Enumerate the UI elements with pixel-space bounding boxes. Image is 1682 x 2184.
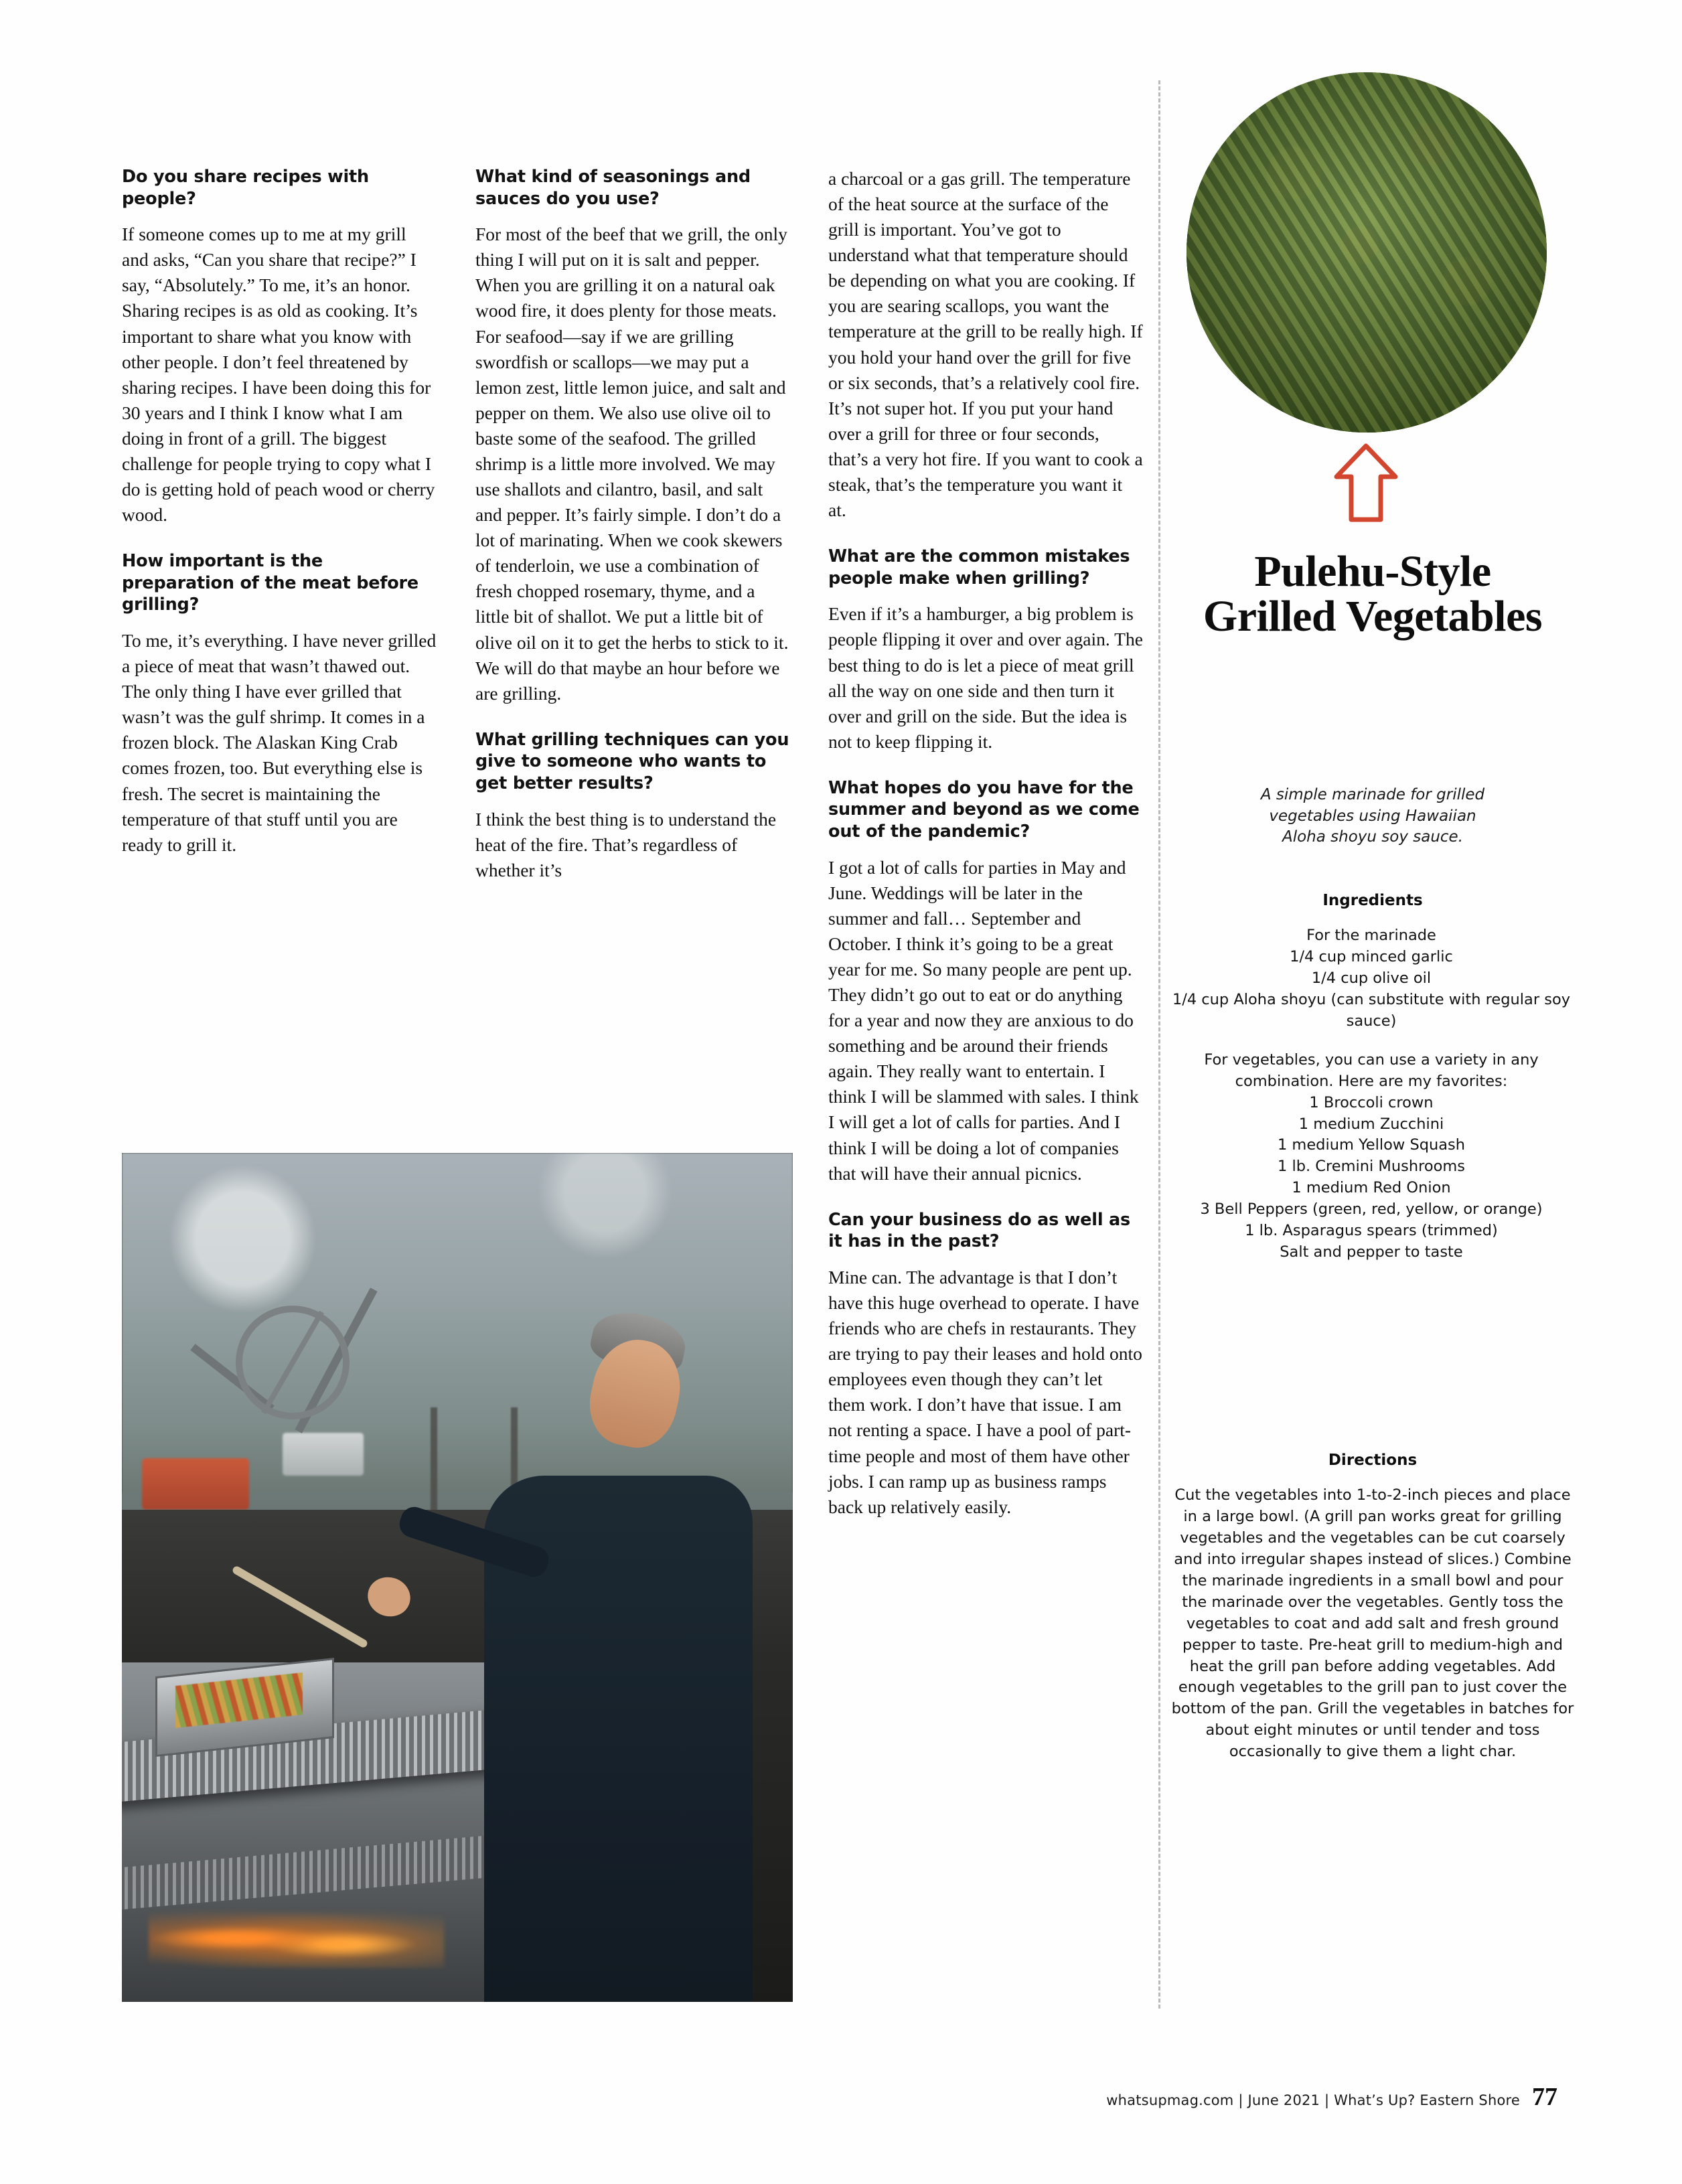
- interview-question: Do you share recipes with people?: [122, 167, 369, 209]
- dashed-divider: [1158, 80, 1160, 2009]
- ingredient-line: 1/4 cup olive oil: [1311, 969, 1432, 987]
- interview-answer: I got a lot of calls for parties in May and June. Weddings will be later in the summer and fall… September and October. I think it’s going to be a great year for me. So many people are pent up. They didn’t go out to eat or do anything for a year and now they are anxious to do something and be around their friends again. They really want to entertain. I think I will be slammed with sales. I think I will get a lot of calls for parties. And I think I will be doing a lot of companies that will have their annual picnics.: [828, 856, 1139, 1184]
- directions-heading: Directions: [1328, 1452, 1418, 1469]
- ingredient-line: 1 lb. Asparagus spears (trimmed): [1245, 1222, 1498, 1240]
- photo-boat: [283, 1433, 363, 1475]
- ingredients-list: [1170, 925, 1572, 1263]
- recipe-title: Pulehu-Style Grilled Vegetables: [1203, 547, 1543, 641]
- interview-question: What kind of seasonings and sauces do you use?: [475, 167, 751, 209]
- ingredient-line: 1 Broccoli crown: [1309, 1093, 1434, 1111]
- interview-answer: For most of the beef that we grill, the only thing I will put on it is salt and pepper. When you are grilling it on a natural oak wood fire, it does plenty for those meats. For seafood—say if we are grilling swordfish or scallops—we may put a lemon zest, little lemon juice, and salt and pepper on them. We also use olive oil to baste some of the seafood. The grilled shrimp is a little more involved. We may use shallots and cilantro, basil, and salt and pepper. It’s fairly simple. I don’t do a lot of marinating. When we cook skewers of tenderloin, we use a combination of fresh chopped rosemary, thyme, and a little bit of shallot. We put a little bit of olive oil on it to get the herbs to stick to it. We will do that maybe an hour before we are grilling.: [475, 224, 789, 704]
- grilled-vegetables-photo: [1187, 72, 1547, 433]
- ingredient-line: 1 medium Zucchini: [1298, 1115, 1444, 1133]
- interview-question: What grilling techniques can you give to someone who wants to get better results?: [475, 729, 789, 793]
- photo-vignette: [1187, 72, 1547, 433]
- interview-answer: a charcoal or a gas grill. The temperature of the heat source at the surface of the grill is important. You’ve got to understand what that temperature should be depending on what you are cooking. If you are searing scallops, you want the temperature at the grill to be really high. If you hold your hand over the grill for five or six seconds, that’s a relatively cool fire. It’s not super hot. If you put your hand over a grill for three or four seconds, that’s a very hot fire. If you want to cook a steak, that’s the temperature you want it at.: [828, 168, 1143, 521]
- interview-question: Can your business do as well as it has in the past?: [828, 1209, 1131, 1252]
- interview-question: What hopes do you have for the summer and beyond as we come out of the pandemic?: [828, 777, 1140, 842]
- photo-grill-wheel: [236, 1306, 350, 1419]
- photo-boat: [142, 1458, 249, 1509]
- interview-answer: Even if it’s a hamburger, a big problem is people flipping it over and over again. The best thing to do is let a piece of meat grill all the way on one side and then turn it over and grill on the side. But the idea is not to keep flipping it.: [828, 603, 1143, 752]
- directions-text: Cut the vegetables into 1-to-2-inch pieces and place in a large bowl. (A grill pan works great for grilling vegetables and the vegetables can be cut coarsely and into irregular shapes instead of slices.) Combine the marinade ingredients in a small bowl and pour the marinade over the vegetables. Gently toss the vegetables to coat and add salt and fresh ground pepper to taste. Pre-heat grill to medium-high and heat the grill pan before adding vegetables. Add enough vegetables to the grill pan to just cover the bottom of the pan. Grill the vegetables in batches for about eight minutes or until tender and toss occasionally to give them a light char.: [1171, 1486, 1574, 1761]
- up-arrow-icon: [1334, 443, 1398, 522]
- ingredient-line: 1 lb. Cremini Mushrooms: [1277, 1158, 1466, 1176]
- ingredient-line: 1/4 cup minced garlic: [1290, 947, 1453, 965]
- ingredient-line: 3 Bell Peppers (green, red, yellow, or orange): [1200, 1200, 1543, 1219]
- text-column-2: [475, 166, 790, 883]
- ingredients-heading: Ingredients: [1322, 892, 1423, 909]
- text-column-1: [122, 166, 437, 858]
- ingredient-line: 1/4 cup Aloha shoyu (can substitute with regular soy sauce): [1172, 990, 1571, 1030]
- ingredients-group: [1170, 1050, 1572, 1263]
- ingredient-line: Salt and pepper to taste: [1280, 1243, 1463, 1261]
- photo-embers: [149, 1909, 444, 1968]
- ingredients-group: [1170, 925, 1572, 1032]
- recipe-subtitle: A simple marinade for grilled vegetables using Hawaiian Aloha shoyu soy sauce.: [1260, 786, 1485, 846]
- text-column-3: [828, 166, 1143, 1520]
- footer-credit: whatsupmag.com | June 2021 | What’s Up? Eastern Shore: [1106, 2092, 1520, 2108]
- interview-question: How important is the preparation of the meat before grilling?: [122, 551, 419, 615]
- interview-answer: I think the best thing is to understand the heat of the fire. That’s regardless of whether it’s: [475, 808, 777, 880]
- ingredient-line: For vegetables, you can use a variety in any combination. Here are my favorites:: [1204, 1050, 1539, 1090]
- chef-grilling-photo: [122, 1153, 793, 2002]
- interview-answer: If someone comes up to me at my grill and asks, “Can you share that recipe?” I say, “Absolutely.” To me, it’s an honor. Sharing recipes is as old as cooking. It’s important to share what you know with other people. I don’t feel threatened by sharing recipes. I have been doing this for 30 years and I think I know what I am doing in front of a grill. The biggest challenge for people trying to copy what I do is getting hold of peach wood or cherry wood.: [122, 224, 435, 526]
- interview-question: What are the common mistakes people make when grilling?: [828, 546, 1130, 589]
- ingredient-line: 1 medium Red Onion: [1292, 1179, 1451, 1197]
- page-footer: [1106, 2082, 1557, 2112]
- ingredient-line: For the marinade: [1306, 927, 1436, 944]
- interview-answer: Mine can. The advantage is that I don’t have this huge overhead to operate. I have friends who are chefs in restaurants. They are trying to pay their leases and hold onto employees even though they can’t let them work. I don’t have that issue. I am not renting a space. I have a pool of part-time people and most of them have other jobs. I can ramp up as business ramps back up relatively easily.: [828, 1266, 1142, 1517]
- interview-answer: To me, it’s everything. I have never grilled a piece of meat that wasn’t thawed out. The only thing I have ever grilled that wasn’t was the gulf shrimp. It comes in a frozen block. The Alaskan King Crab comes frozen, too. But everything else is fresh. The secret is maintaining the temperature of that stuff until you are ready to grill it.: [122, 630, 437, 855]
- page-number: 77: [1532, 2083, 1557, 2111]
- ingredient-line: 1 medium Yellow Squash: [1277, 1136, 1466, 1154]
